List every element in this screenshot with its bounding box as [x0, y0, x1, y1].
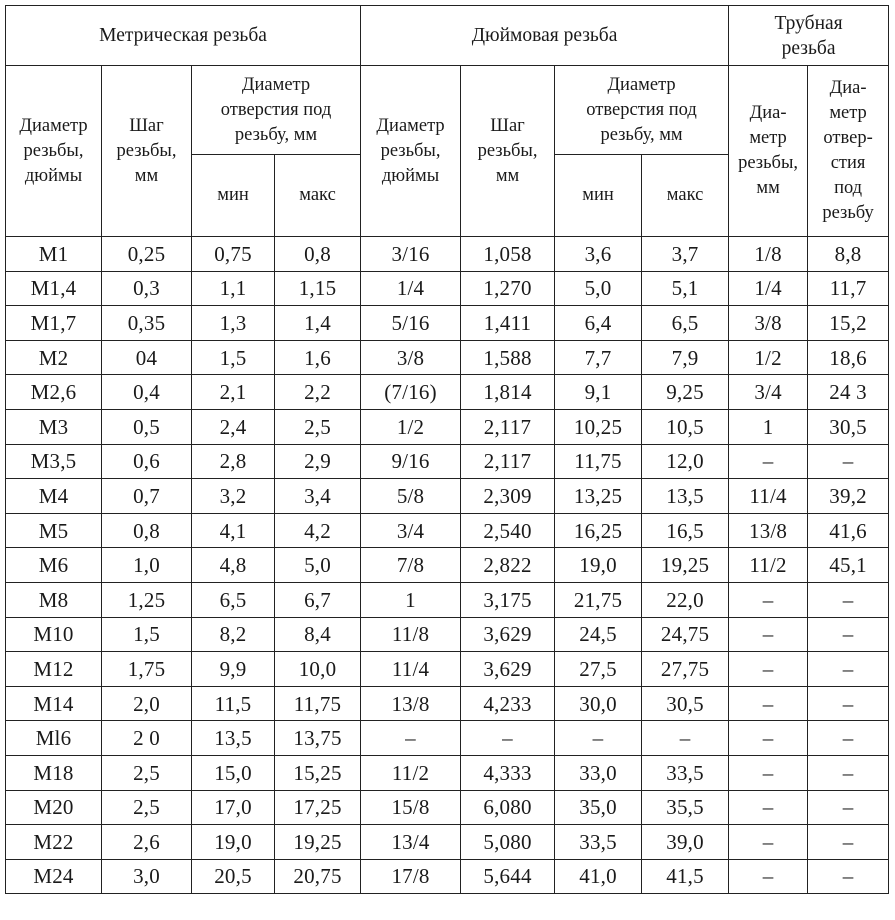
- cell-inch-diameter: 13/4: [361, 825, 461, 860]
- header-sub-row: [6, 66, 889, 155]
- col-header-inch-hole-max: макс: [642, 155, 729, 237]
- cell-metric-pitch: 0,5: [102, 409, 192, 444]
- cell-metric-diameter: M6: [6, 548, 102, 583]
- cell-inch-hole-max: 27,75: [642, 652, 729, 687]
- col-header-metric-hole-text: Диаметр отверстия под резьбу, мм: [220, 74, 332, 145]
- cell-pipe-diameter: 13/8: [729, 513, 808, 548]
- cell-metric-hole-max: 0,8: [275, 237, 361, 272]
- cell-inch-hole-max: 22,0: [642, 582, 729, 617]
- cell-inch-pitch: 4,233: [461, 686, 555, 721]
- cell-pipe-hole: –: [808, 721, 889, 756]
- cell-pipe-diameter: –: [729, 652, 808, 687]
- cell-metric-pitch: 1,5: [102, 617, 192, 652]
- cell-inch-hole-max: 9,25: [642, 375, 729, 410]
- cell-metric-hole-min: 17,0: [192, 790, 275, 825]
- cell-inch-diameter: 17/8: [361, 859, 461, 894]
- cell-metric-hole-max: 3,4: [275, 479, 361, 514]
- col-header-metric-pitch: [102, 66, 192, 237]
- cell-metric-hole-max: 19,25: [275, 825, 361, 860]
- cell-metric-pitch: 0,4: [102, 375, 192, 410]
- cell-inch-pitch: 1,058: [461, 237, 555, 272]
- cell-pipe-diameter: –: [729, 617, 808, 652]
- cell-pipe-hole: 39,2: [808, 479, 889, 514]
- cell-metric-pitch: 0,25: [102, 237, 192, 272]
- cell-metric-hole-max: 20,75: [275, 859, 361, 894]
- cell-metric-hole-max: 6,7: [275, 582, 361, 617]
- table-row: [6, 548, 889, 583]
- col-header-inch-hole: [555, 66, 729, 155]
- cell-inch-diameter: –: [361, 721, 461, 756]
- table-row: [6, 755, 889, 790]
- table-row: [6, 790, 889, 825]
- cell-inch-pitch: 1,411: [461, 306, 555, 341]
- cell-inch-pitch: 6,080: [461, 790, 555, 825]
- table-body: [6, 237, 889, 894]
- cell-inch-pitch: 3,175: [461, 582, 555, 617]
- cell-metric-hole-min: 15,0: [192, 755, 275, 790]
- cell-metric-hole-max: 15,25: [275, 755, 361, 790]
- cell-inch-diameter: 11/2: [361, 755, 461, 790]
- cell-inch-hole-min: 19,0: [555, 548, 642, 583]
- cell-inch-hole-max: 39,0: [642, 825, 729, 860]
- cell-pipe-hole: –: [808, 825, 889, 860]
- cell-metric-pitch: 0,6: [102, 444, 192, 479]
- col-header-inch-diameter: [361, 66, 461, 237]
- cell-metric-hole-min: 9,9: [192, 652, 275, 687]
- cell-metric-hole-max: 11,75: [275, 686, 361, 721]
- table-row: [6, 513, 889, 548]
- cell-inch-hole-max: 24,75: [642, 617, 729, 652]
- table-row: [6, 444, 889, 479]
- cell-pipe-diameter: 11/2: [729, 548, 808, 583]
- col-header-metric-diameter: [6, 66, 102, 237]
- cell-inch-hole-max: 30,5: [642, 686, 729, 721]
- table-row: [6, 375, 889, 410]
- cell-metric-hole-max: 13,75: [275, 721, 361, 756]
- cell-metric-diameter: M4: [6, 479, 102, 514]
- cell-inch-diameter: 5/8: [361, 479, 461, 514]
- cell-metric-pitch: 0,35: [102, 306, 192, 341]
- cell-inch-hole-min: 7,7: [555, 340, 642, 375]
- cell-inch-diameter: 5/16: [361, 306, 461, 341]
- table-row: [6, 686, 889, 721]
- cell-metric-diameter: M10: [6, 617, 102, 652]
- cell-pipe-diameter: 3/8: [729, 306, 808, 341]
- cell-metric-hole-min: 11,5: [192, 686, 275, 721]
- cell-inch-hole-min: 16,25: [555, 513, 642, 548]
- cell-metric-diameter: M2: [6, 340, 102, 375]
- thread-reference-table: [5, 5, 889, 894]
- table-row: [6, 237, 889, 272]
- group-header-pipe-text: Трубная резьба: [774, 12, 843, 59]
- cell-metric-hole-max: 10,0: [275, 652, 361, 687]
- cell-pipe-hole: –: [808, 859, 889, 894]
- cell-pipe-hole: –: [808, 617, 889, 652]
- table-row: [6, 271, 889, 306]
- cell-pipe-diameter: 1/4: [729, 271, 808, 306]
- cell-metric-diameter: M8: [6, 582, 102, 617]
- header-group-row: [6, 6, 889, 66]
- cell-metric-hole-min: 1,5: [192, 340, 275, 375]
- cell-pipe-hole: –: [808, 686, 889, 721]
- cell-inch-pitch: 5,080: [461, 825, 555, 860]
- cell-pipe-diameter: –: [729, 582, 808, 617]
- table-row: [6, 479, 889, 514]
- cell-metric-diameter: M22: [6, 825, 102, 860]
- cell-pipe-diameter: –: [729, 790, 808, 825]
- cell-pipe-hole: –: [808, 652, 889, 687]
- cell-metric-diameter: M1: [6, 237, 102, 272]
- cell-metric-pitch: 0,8: [102, 513, 192, 548]
- col-header-metric-pitch-text: Шаг резьбы, мм: [116, 115, 177, 186]
- cell-metric-diameter: M1,4: [6, 271, 102, 306]
- cell-metric-diameter: M3,5: [6, 444, 102, 479]
- cell-inch-pitch: 5,644: [461, 859, 555, 894]
- cell-inch-hole-min: 11,75: [555, 444, 642, 479]
- cell-metric-pitch: 0,3: [102, 271, 192, 306]
- cell-metric-diameter: M18: [6, 755, 102, 790]
- table-row: [6, 340, 889, 375]
- cell-pipe-hole: –: [808, 755, 889, 790]
- cell-metric-pitch: 1,0: [102, 548, 192, 583]
- cell-inch-hole-min: 6,4: [555, 306, 642, 341]
- cell-pipe-diameter: –: [729, 721, 808, 756]
- cell-pipe-diameter: 1: [729, 409, 808, 444]
- cell-inch-hole-max: 16,5: [642, 513, 729, 548]
- cell-metric-hole-min: 19,0: [192, 825, 275, 860]
- table-row: [6, 306, 889, 341]
- col-header-inch-pitch: [461, 66, 555, 237]
- cell-pipe-diameter: 1/2: [729, 340, 808, 375]
- cell-metric-pitch: 2,0: [102, 686, 192, 721]
- cell-inch-pitch: –: [461, 721, 555, 756]
- cell-metric-hole-min: 0,75: [192, 237, 275, 272]
- cell-pipe-diameter: 11/4: [729, 479, 808, 514]
- cell-inch-diameter: 1: [361, 582, 461, 617]
- cell-inch-hole-min: 41,0: [555, 859, 642, 894]
- cell-metric-hole-max: 1,15: [275, 271, 361, 306]
- cell-inch-pitch: 4,333: [461, 755, 555, 790]
- cell-pipe-hole: 45,1: [808, 548, 889, 583]
- cell-metric-pitch: 2,5: [102, 755, 192, 790]
- cell-inch-hole-max: –: [642, 721, 729, 756]
- cell-inch-diameter: 11/8: [361, 617, 461, 652]
- cell-pipe-hole: 30,5: [808, 409, 889, 444]
- table-header: [6, 6, 889, 237]
- cell-metric-pitch: 2,6: [102, 825, 192, 860]
- cell-inch-hole-min: 9,1: [555, 375, 642, 410]
- col-header-inch-pitch-text: Шаг резьбы, мм: [477, 115, 538, 186]
- cell-inch-hole-min: 30,0: [555, 686, 642, 721]
- cell-metric-hole-min: 2,1: [192, 375, 275, 410]
- cell-inch-hole-max: 12,0: [642, 444, 729, 479]
- cell-pipe-diameter: –: [729, 755, 808, 790]
- cell-inch-diameter: 13/8: [361, 686, 461, 721]
- table-row: [6, 825, 889, 860]
- cell-metric-diameter: M3: [6, 409, 102, 444]
- cell-metric-hole-min: 1,3: [192, 306, 275, 341]
- cell-inch-diameter: (7/16): [361, 375, 461, 410]
- group-header-pipe: [729, 6, 889, 66]
- cell-metric-hole-max: 1,4: [275, 306, 361, 341]
- cell-inch-hole-max: 10,5: [642, 409, 729, 444]
- col-header-inch-hole-min: мин: [555, 155, 642, 237]
- cell-inch-hole-min: 27,5: [555, 652, 642, 687]
- cell-inch-pitch: 2,822: [461, 548, 555, 583]
- table-row: [6, 617, 889, 652]
- cell-metric-pitch: 1,25: [102, 582, 192, 617]
- cell-metric-hole-max: 2,9: [275, 444, 361, 479]
- cell-metric-diameter: M24: [6, 859, 102, 894]
- cell-inch-pitch: 2,117: [461, 444, 555, 479]
- cell-metric-hole-min: 2,8: [192, 444, 275, 479]
- cell-inch-hole-min: –: [555, 721, 642, 756]
- cell-inch-diameter: 7/8: [361, 548, 461, 583]
- col-header-pipe-diameter: [729, 66, 808, 237]
- cell-pipe-diameter: 1/8: [729, 237, 808, 272]
- cell-metric-hole-min: 2,4: [192, 409, 275, 444]
- cell-metric-diameter: M2,6: [6, 375, 102, 410]
- cell-pipe-hole: 15,2: [808, 306, 889, 341]
- cell-metric-pitch: 0,7: [102, 479, 192, 514]
- cell-inch-diameter: 1/4: [361, 271, 461, 306]
- cell-inch-pitch: 1,814: [461, 375, 555, 410]
- cell-metric-hole-min: 4,8: [192, 548, 275, 583]
- cell-metric-pitch: 3,0: [102, 859, 192, 894]
- cell-metric-hole-min: 20,5: [192, 859, 275, 894]
- col-header-metric-hole-min: мин: [192, 155, 275, 237]
- cell-inch-hole-max: 7,9: [642, 340, 729, 375]
- col-header-pipe-diameter-text: Диа- метр резьбы, мм: [738, 103, 799, 198]
- cell-inch-diameter: 3/8: [361, 340, 461, 375]
- cell-inch-pitch: 1,588: [461, 340, 555, 375]
- cell-pipe-hole: 18,6: [808, 340, 889, 375]
- cell-inch-hole-min: 33,0: [555, 755, 642, 790]
- cell-pipe-hole: –: [808, 444, 889, 479]
- cell-metric-hole-max: 2,5: [275, 409, 361, 444]
- table-row: [6, 859, 889, 894]
- cell-inch-diameter: 3/16: [361, 237, 461, 272]
- cell-inch-hole-min: 33,5: [555, 825, 642, 860]
- cell-inch-hole-min: 5,0: [555, 271, 642, 306]
- cell-metric-pitch: 2,5: [102, 790, 192, 825]
- cell-metric-hole-min: 4,1: [192, 513, 275, 548]
- col-header-inch-diameter-text: Диаметр резьбы, дюймы: [376, 115, 445, 186]
- cell-metric-hole-max: 2,2: [275, 375, 361, 410]
- table-row: [6, 721, 889, 756]
- cell-inch-diameter: 15/8: [361, 790, 461, 825]
- cell-inch-pitch: 2,540: [461, 513, 555, 548]
- cell-inch-hole-max: 5,1: [642, 271, 729, 306]
- cell-pipe-hole: 41,6: [808, 513, 889, 548]
- cell-inch-hole-min: 3,6: [555, 237, 642, 272]
- cell-metric-hole-min: 8,2: [192, 617, 275, 652]
- cell-metric-hole-max: 8,4: [275, 617, 361, 652]
- table-row: [6, 582, 889, 617]
- cell-inch-pitch: 3,629: [461, 652, 555, 687]
- cell-pipe-diameter: –: [729, 859, 808, 894]
- cell-metric-pitch: 1,75: [102, 652, 192, 687]
- cell-metric-diameter: M5: [6, 513, 102, 548]
- cell-inch-hole-max: 35,5: [642, 790, 729, 825]
- cell-inch-hole-max: 19,25: [642, 548, 729, 583]
- cell-metric-diameter: M12: [6, 652, 102, 687]
- group-header-metric: Метрическая резьба: [6, 6, 361, 66]
- cell-inch-hole-min: 35,0: [555, 790, 642, 825]
- cell-inch-diameter: 11/4: [361, 652, 461, 687]
- cell-pipe-diameter: –: [729, 686, 808, 721]
- cell-pipe-hole: 11,7: [808, 271, 889, 306]
- col-header-inch-hole-text: Диаметр отверстия под резьбу, мм: [586, 74, 697, 145]
- cell-metric-diameter: Ml6: [6, 721, 102, 756]
- group-header-inch: Дюймовая резьба: [361, 6, 729, 66]
- cell-pipe-hole: 24 3: [808, 375, 889, 410]
- cell-inch-pitch: 1,270: [461, 271, 555, 306]
- cell-pipe-hole: 8,8: [808, 237, 889, 272]
- cell-metric-pitch: 2 0: [102, 721, 192, 756]
- cell-metric-pitch: 04: [102, 340, 192, 375]
- cell-inch-diameter: 3/4: [361, 513, 461, 548]
- table-row: [6, 652, 889, 687]
- cell-inch-pitch: 3,629: [461, 617, 555, 652]
- cell-inch-hole-min: 13,25: [555, 479, 642, 514]
- cell-metric-hole-max: 5,0: [275, 548, 361, 583]
- cell-metric-hole-max: 17,25: [275, 790, 361, 825]
- cell-inch-hole-max: 6,5: [642, 306, 729, 341]
- cell-pipe-diameter: –: [729, 825, 808, 860]
- table-row: [6, 409, 889, 444]
- col-header-metric-hole-max: макс: [275, 155, 361, 237]
- cell-metric-diameter: M14: [6, 686, 102, 721]
- cell-metric-hole-max: 4,2: [275, 513, 361, 548]
- cell-inch-pitch: 2,309: [461, 479, 555, 514]
- col-header-pipe-hole-text: Диа- метр отвер- стия под резьбу: [822, 78, 874, 223]
- cell-inch-hole-min: 21,75: [555, 582, 642, 617]
- cell-metric-hole-max: 1,6: [275, 340, 361, 375]
- cell-pipe-diameter: 3/4: [729, 375, 808, 410]
- col-header-pipe-hole: [808, 66, 889, 237]
- cell-metric-hole-min: 13,5: [192, 721, 275, 756]
- cell-metric-hole-min: 3,2: [192, 479, 275, 514]
- cell-inch-hole-max: 33,5: [642, 755, 729, 790]
- cell-pipe-hole: –: [808, 790, 889, 825]
- cell-inch-hole-min: 10,25: [555, 409, 642, 444]
- cell-inch-hole-min: 24,5: [555, 617, 642, 652]
- cell-inch-diameter: 9/16: [361, 444, 461, 479]
- cell-inch-pitch: 2,117: [461, 409, 555, 444]
- cell-pipe-diameter: –: [729, 444, 808, 479]
- cell-inch-hole-max: 13,5: [642, 479, 729, 514]
- cell-pipe-hole: –: [808, 582, 889, 617]
- cell-metric-hole-min: 1,1: [192, 271, 275, 306]
- cell-metric-hole-min: 6,5: [192, 582, 275, 617]
- cell-metric-diameter: M20: [6, 790, 102, 825]
- col-header-metric-diameter-text: Диаметр резьбы, дюймы: [19, 115, 88, 186]
- cell-inch-diameter: 1/2: [361, 409, 461, 444]
- cell-inch-hole-max: 41,5: [642, 859, 729, 894]
- col-header-metric-hole: [192, 66, 361, 155]
- cell-inch-hole-max: 3,7: [642, 237, 729, 272]
- cell-metric-diameter: M1,7: [6, 306, 102, 341]
